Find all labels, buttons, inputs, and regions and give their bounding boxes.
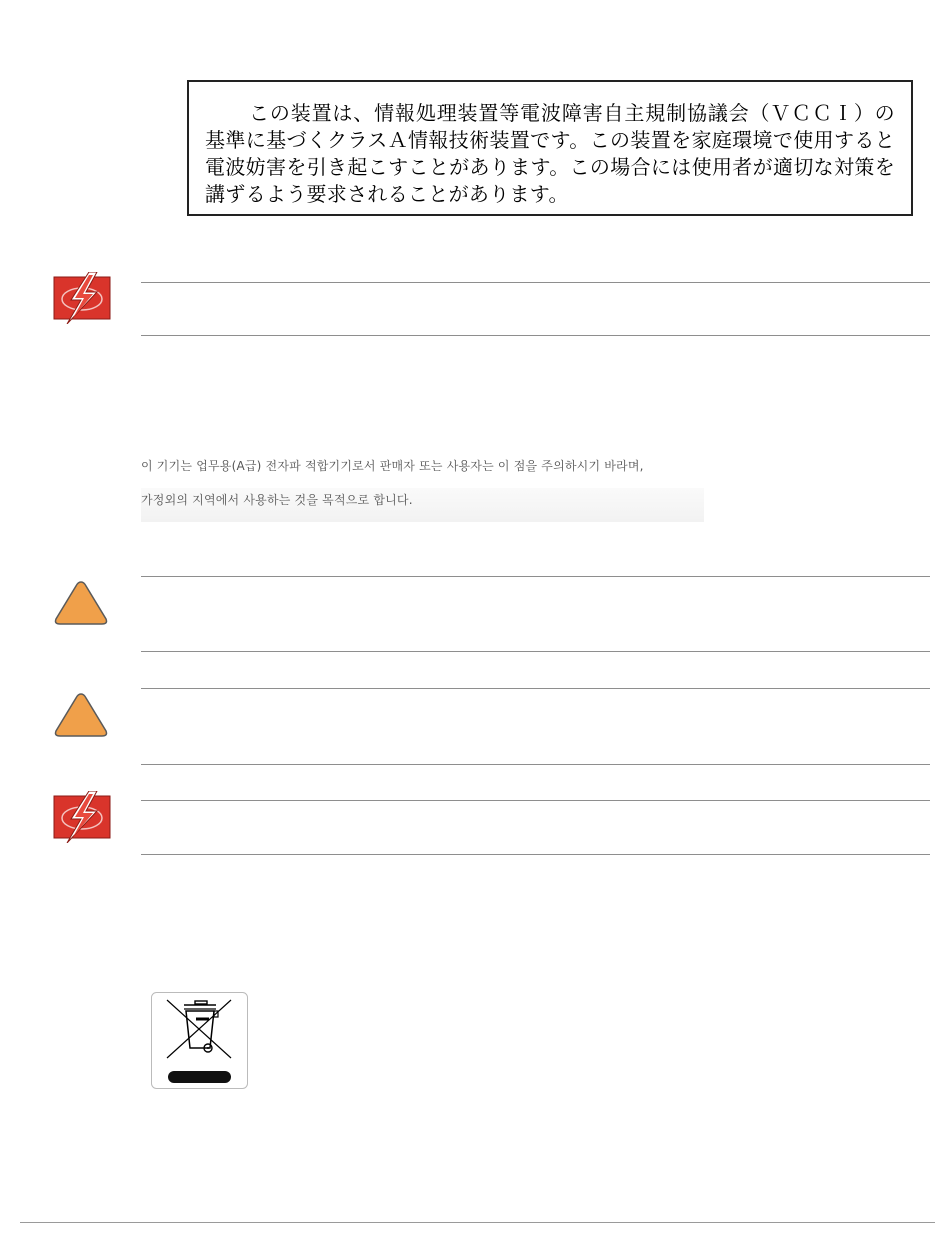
korean-notice [141, 454, 704, 522]
caution-triangle-icon [53, 691, 109, 739]
crossed-out-wheelie-bin-icon [151, 992, 248, 1089]
vcci-notice-text: この装置は、情報処理装置等電波障害自主規制協議会（ＶＣＣＩ）の基準に基づくクラスＡ情報技術装置です。この装置を家庭環境で使用すると電波妨害を引き起こすことがあります。この場合には使用者が適切な対策を講ずるよう要求されることがあります。 [205, 101, 895, 206]
section-rule [141, 800, 930, 801]
korean-notice-line: 이 기기는 업무용(A급) 전자파 적합기기로서 판매자 또는 사용자는 이 점을 주의하시기 바라며, [141, 459, 644, 473]
section-rule [141, 764, 930, 765]
section-rule [141, 651, 930, 652]
section-rule [141, 282, 930, 283]
section-rule [141, 335, 930, 336]
footer-rule [20, 1222, 935, 1223]
section-rule [141, 854, 930, 855]
lightning-bolt-warning-icon [53, 272, 111, 324]
vcci-notice-box [187, 80, 913, 216]
lightning-bolt-warning-icon [53, 791, 111, 843]
caution-triangle-icon [53, 579, 109, 627]
korean-notice-line: 가정외의 지역에서 사용하는 것을 목적으로 합니다. [141, 488, 704, 522]
section-rule [141, 688, 930, 689]
section-rule [141, 576, 930, 577]
